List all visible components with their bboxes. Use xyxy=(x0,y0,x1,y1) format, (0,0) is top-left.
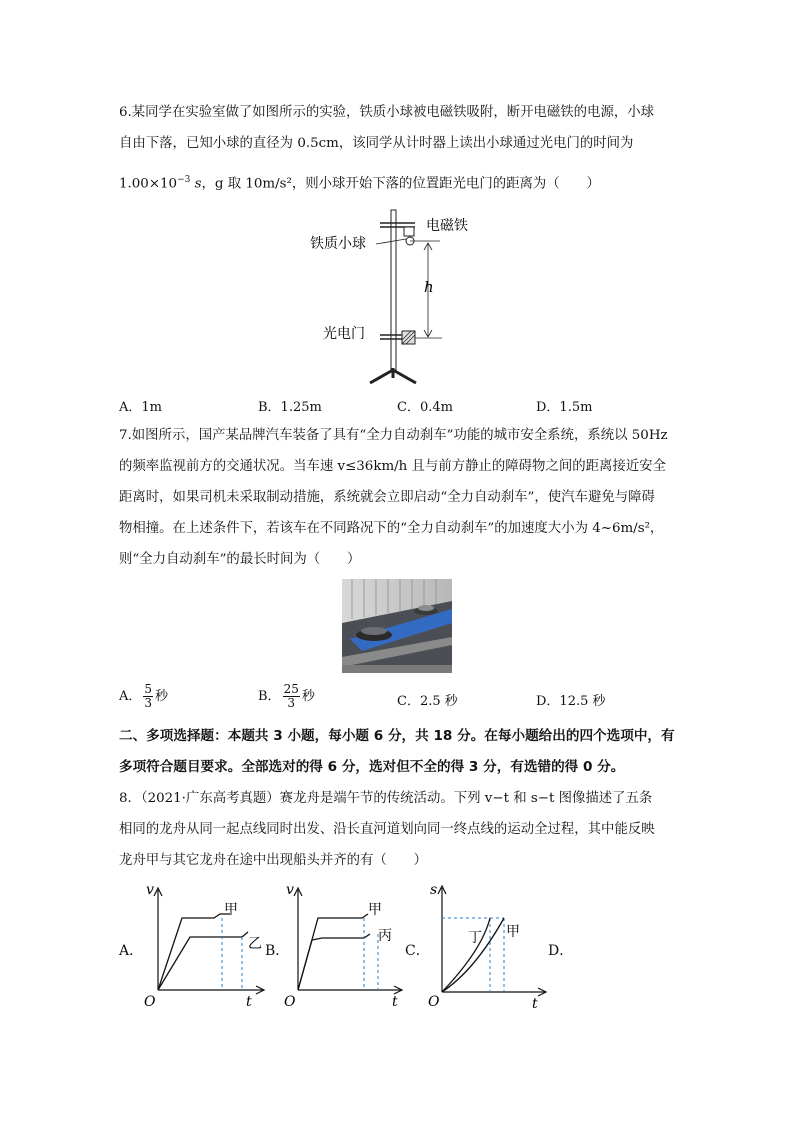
q6-option-c: C．0.4m xyxy=(397,400,453,415)
q8-line1: 8．（2021·广东高考真题）赛龙舟是端午节的传统活动。下列 v−t 和 s−t 图像描述了五条 xyxy=(119,791,653,806)
svg-text:甲: 甲 xyxy=(506,924,520,940)
q8-option-b-label: B． xyxy=(265,943,290,959)
q7-line1: 7.如图所示，国产某品牌汽车装备了具有“全力自动刹车”功能的城市安全系统，系统以 50Hz xyxy=(119,428,668,443)
gate-label: 光电门 xyxy=(323,326,365,342)
q8-line2: 相同的龙舟从同一起点线同时出发、沿长直河道划向同一终点线的运动全过程，其中能反映 xyxy=(119,822,655,837)
q7-line2: 的频率监视前方的交通状况。当车速 v≤36km/h 且与前方静止的障碍物之间的距离接近安全 xyxy=(119,459,666,474)
q7-option-a: A． $\frac{5}{3}$ 秒 xyxy=(119,682,169,710)
car-braking-photo xyxy=(342,579,452,673)
svg-text:O: O xyxy=(284,994,296,1010)
q7-option-c: C．2.5 秒 xyxy=(397,694,458,709)
svg-text:t: t xyxy=(392,994,398,1010)
svg-text:t: t xyxy=(246,994,252,1010)
q7-line5: 则“全力自动刹车”的最长时间为（ ） xyxy=(119,552,361,567)
q6-option-b: B．1.25m xyxy=(258,400,322,415)
section2-line1: 二、多项选择题：本题共 3 小题，每小题 6 分，共 18 分。在每小题给出的四个选项中，有 xyxy=(119,728,675,744)
svg-text:v: v xyxy=(286,882,294,898)
q8-option-c-label: C． xyxy=(405,943,430,959)
q6-line2: 自由下落，已知小球的直径为 0.5cm，该同学从计时器上读出小球通过光电门的时间为 xyxy=(119,136,634,151)
q6-option-d: D．1.5m xyxy=(536,400,593,415)
svg-text:甲: 甲 xyxy=(368,902,382,918)
q6-apparatus-figure xyxy=(310,208,490,388)
q7-line3: 距离时，如果司机未采取制动措施，系统就会立即启动“全力自动刹车”，使汽车避免与障碍 xyxy=(119,490,655,505)
magnet-label: 电磁铁 xyxy=(426,218,468,234)
q7-option-d: D．12.5 秒 xyxy=(536,694,606,709)
q8-line3: 龙舟甲与其它龙舟在途中出现船头并齐的有（ ） xyxy=(119,853,427,868)
ball-label: 铁质小球 xyxy=(310,236,366,252)
h-label: h xyxy=(424,278,434,296)
svg-text:乙: 乙 xyxy=(248,936,262,952)
section2-line2: 多项符合题目要求。全部选对的得 6 分，选对但不全的得 3 分，有选错的得 0 分。 xyxy=(119,759,625,775)
svg-text:O: O xyxy=(144,994,156,1010)
graph-b xyxy=(278,882,408,1012)
q6-option-a: A．1m xyxy=(119,400,162,415)
svg-text:t: t xyxy=(532,996,538,1012)
svg-text:甲: 甲 xyxy=(224,902,238,918)
q6-line1: 6.某同学在实验室做了如图所示的实验，铁质小球被电磁铁吸附，断开电磁铁的电源，小球 xyxy=(119,105,655,120)
graph-c xyxy=(420,880,550,1012)
q7-option-b: B． $\frac{25}{3}$ 秒 xyxy=(258,682,315,710)
svg-text:丁: 丁 xyxy=(468,930,482,946)
q8-option-d-label: D． xyxy=(548,943,574,959)
q6-line3: $1.00\times 10^{-3}$ s，g 取 10m/s²，则小球开始下落的位置距光电门的距离为（ ） xyxy=(119,175,600,192)
svg-text:丙: 丙 xyxy=(378,928,392,944)
graph-a xyxy=(138,882,268,1012)
svg-text:v: v xyxy=(146,882,154,898)
svg-text:O: O xyxy=(428,994,440,1010)
svg-text:s: s xyxy=(430,882,438,898)
q7-line4: 物相撞。在上述条件下，若该车在不同路况下的“全力自动刹车”的加速度大小为 4~6m/s²， xyxy=(119,521,664,536)
q8-option-a-label: A． xyxy=(119,943,144,959)
